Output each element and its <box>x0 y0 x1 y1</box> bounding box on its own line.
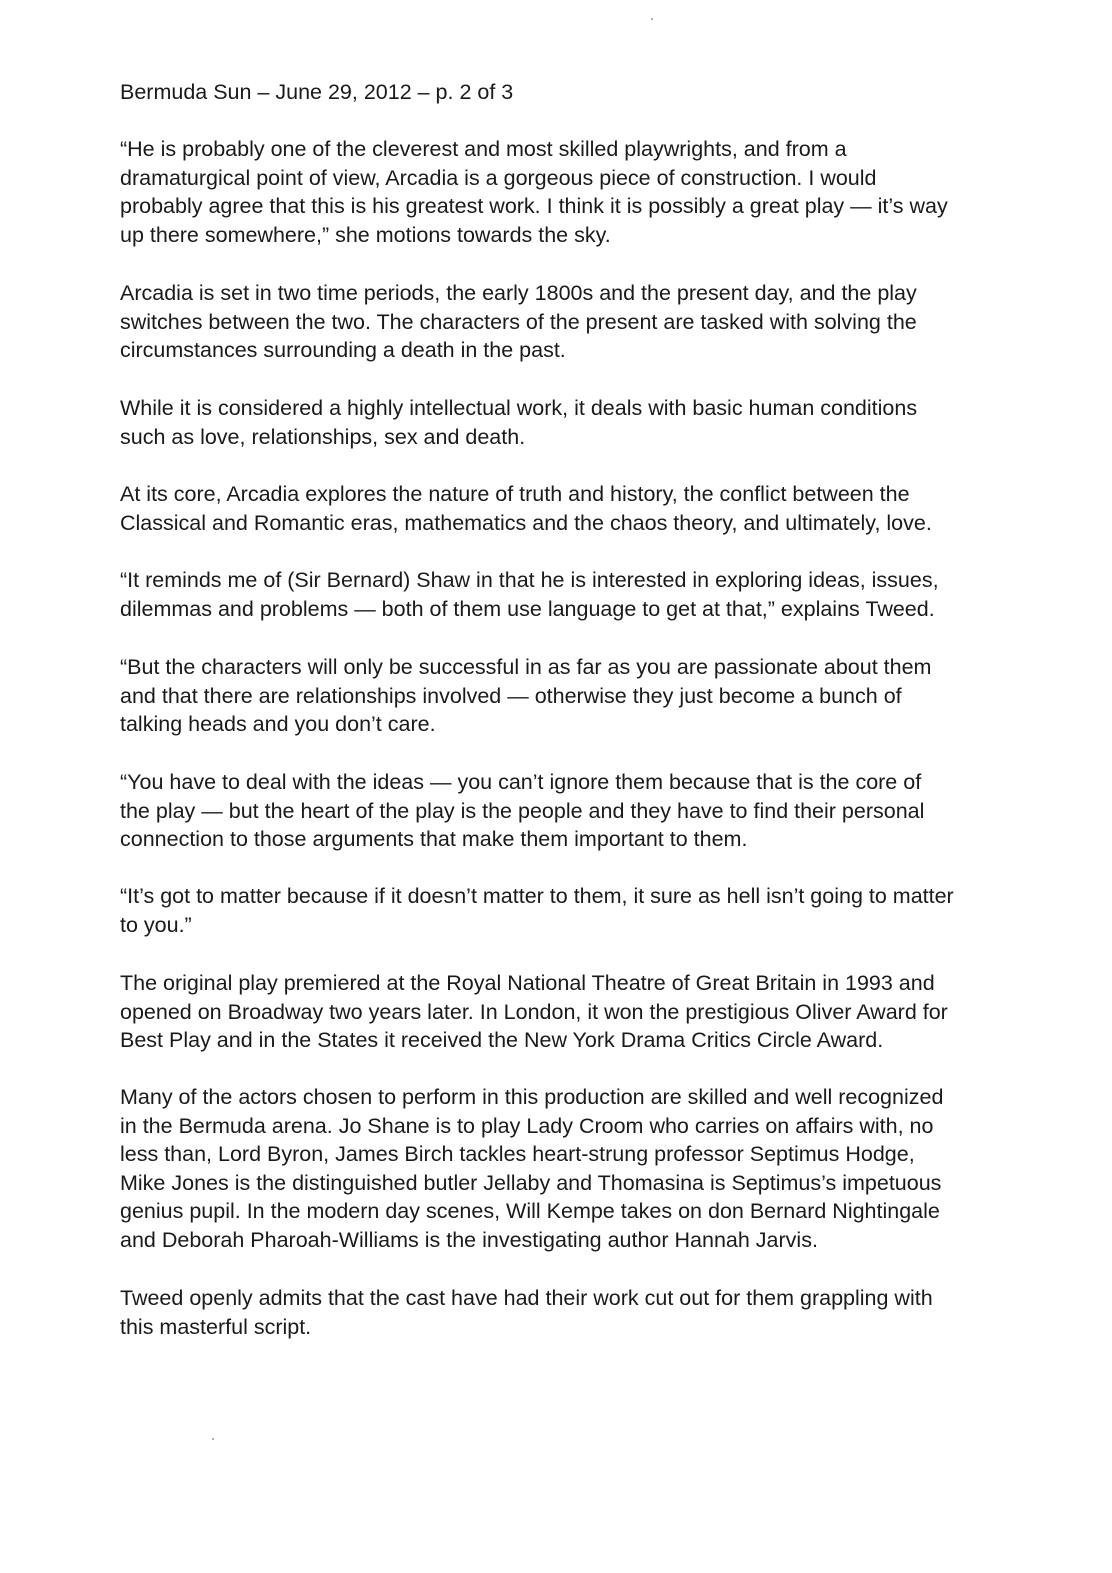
paragraph-7 <box>120 768 924 854</box>
text-line: The original play premiered at the Royal National Theatre of Great Britain in 1993 and <box>120 971 935 995</box>
text-line: this masterful script. <box>120 1314 312 1339</box>
paragraph-4 <box>120 480 932 537</box>
paragraph-3 <box>120 394 917 451</box>
paragraph-5 <box>120 566 939 623</box>
text-line: Tweed openly admits that the cast have had their work cut out for them grappling with <box>120 1286 933 1310</box>
text-line: in the Bermuda arena. Jo Shane is to play Lady Croom who carries on affairs with, no <box>120 1113 934 1138</box>
text-line: Mike Jones is the distinguished butler Jellaby and Thomasina is Septimus’s impetuous <box>120 1170 942 1195</box>
text-line: “He is probably one of the cleverest and most skilled playwrights, and from a <box>120 137 847 161</box>
text-line: Arcadia is set in two time periods, the early 1800s and the present day, and the play <box>120 281 917 305</box>
text-line: At its core, Arcadia explores the nature of truth and history, the conflict between the <box>120 482 910 506</box>
scan-speck <box>212 1438 214 1440</box>
paragraph-8 <box>120 882 954 939</box>
paragraph-10 <box>120 1083 943 1255</box>
text-line: “It reminds me of (Sir Bernard) Shaw in that he is interested in exploring ideas, issues, <box>120 568 939 592</box>
header-line: Bermuda Sun – June 29, 2012 – p. 2 of 3 <box>120 80 514 104</box>
scan-speck <box>651 18 653 20</box>
text-line: While it is considered a highly intellectual work, it deals with basic human conditions <box>120 396 918 420</box>
text-line: the play — but the heart of the play is the people and they have to find their personal <box>120 798 925 823</box>
text-line: to you.” <box>120 912 192 937</box>
text-line: circumstances surrounding a death in the past. <box>120 338 566 363</box>
text-line: switches between the two. The characters of the present are tasked with solving the <box>120 309 917 334</box>
text-line: less than, Lord Byron, James Birch tackles heart-strung professor Septimus Hodge, <box>120 1142 915 1167</box>
text-line: connection to those arguments that make them important to them. <box>120 827 748 852</box>
paragraph-9 <box>120 969 948 1055</box>
text-line: and that there are relationships involved — otherwise they just become a bunch of <box>120 683 902 708</box>
paragraph-2 <box>120 279 917 365</box>
text-line: “You have to deal with the ideas — you can’t ignore them because that is the core of <box>120 770 922 794</box>
text-line: Best Play and in the States it received the New York Drama Critics Circle Award. <box>120 1028 884 1053</box>
text-line: and Deborah Pharoah-Williams is the investigating author Hannah Jarvis. <box>120 1227 818 1252</box>
text-line: dilemmas and problems — both of them use language to get at that,” explains Tweed. <box>120 596 935 621</box>
text-line: “But the characters will only be successful in as far as you are passionate about them <box>120 655 932 679</box>
paragraph-1 <box>120 135 948 249</box>
text-line: Classical and Romantic eras, mathematics and the chaos theory, and ultimately, love. <box>120 510 932 535</box>
text-line: up there somewhere,” she motions towards the sky. <box>120 222 611 247</box>
text-line: opened on Broadway two years later. In London, it won the prestigious Oliver Award for <box>120 999 948 1024</box>
text-line: probably agree that this is his greatest work. I think it is possibly a great play — it’s way <box>120 194 948 219</box>
paragraph-6 <box>120 653 931 739</box>
text-line: talking heads and you don’t care. <box>120 712 436 737</box>
text-line: dramaturgical point of view, Arcadia is a gorgeous piece of construction. I would <box>120 165 877 190</box>
text-line: “It’s got to matter because if it doesn’t matter to them, it sure as hell isn’t going to matter <box>120 884 954 908</box>
text-line: Many of the actors chosen to perform in this production are skilled and well recognized <box>120 1085 944 1109</box>
text-line: such as love, relationships, sex and death. <box>120 424 526 449</box>
paragraph-11 <box>120 1284 933 1341</box>
page-header <box>120 78 513 107</box>
text-line: genius pupil. In the modern day scenes, Will Kempe takes on don Bernard Nightingale <box>120 1199 940 1224</box>
